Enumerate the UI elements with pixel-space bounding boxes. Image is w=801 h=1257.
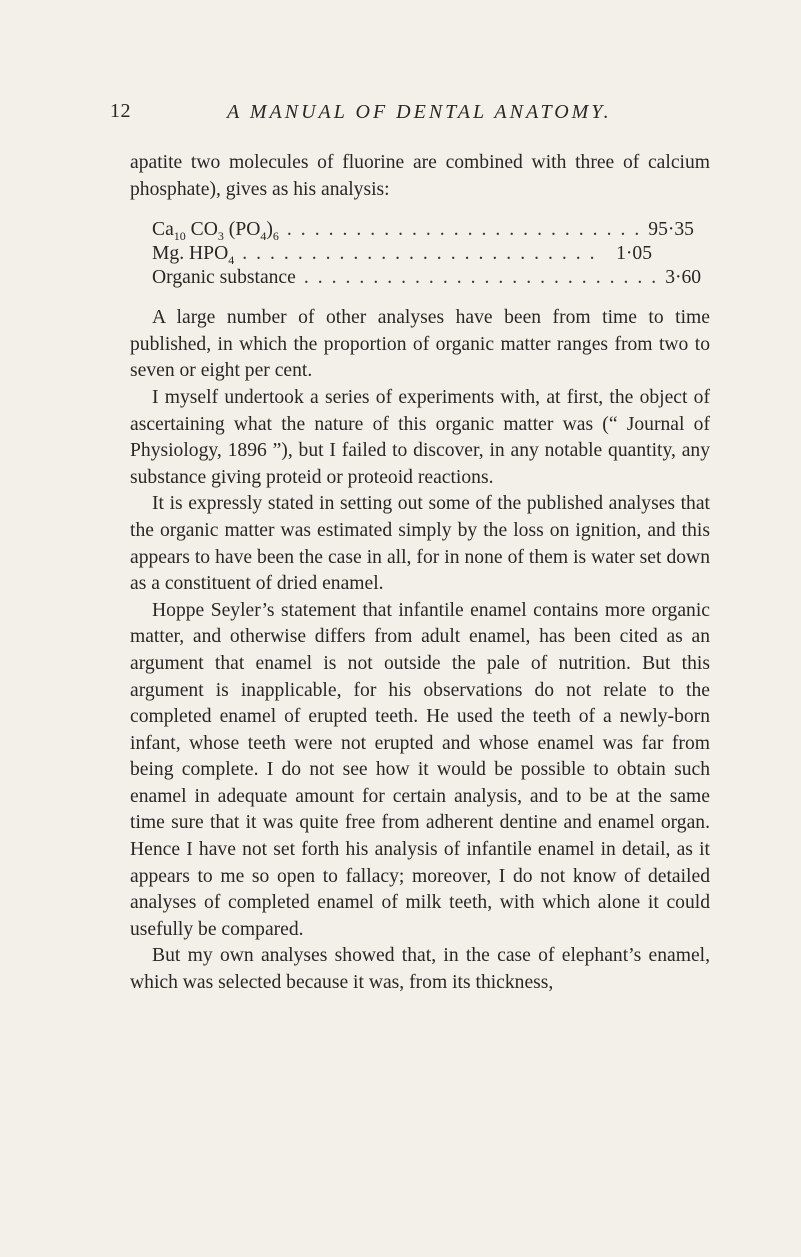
paragraph: But my own analyses showed that, in the case of elephant’s enamel, which was selected because it was, from its thickness, <box>130 945 710 994</box>
analysis-table <box>130 217 710 289</box>
paragraph: It is expressly stated in setting out some of the published analyses that the organic matter was estimated simply by the loss on ignition, and this appears to have been the case in all, for in none of them is water set down as a constituent of dried enamel. <box>130 493 710 595</box>
analysis-label: Mg. $HPO_4$ <box>152 243 235 268</box>
analysis-row-magnesium-phosphate <box>152 241 652 268</box>
analysis-value: 95·35 <box>648 219 694 241</box>
paragraph: A large number of other analyses have been from time to time published, in which the proportion of organic matter ranges from two to seven or eight per cent. <box>130 307 710 382</box>
analysis-label: Organic substance <box>152 267 296 289</box>
running-head <box>110 100 710 130</box>
analysis-label: $Ca_{10}$ $CO_3$ $(PO_4)_6$ <box>152 219 279 244</box>
paragraph: I myself undertook a series of experiments with, at first, the object of ascertaining what the nature of this organic matter was (“ Journal of Physiology, 1896 ”), but I failed to discover, in any notable quantity, any substance giving proteid or proteoid reactions. <box>130 386 710 488</box>
analysis-row-calcium-carbonate-phosphate <box>152 217 694 244</box>
analysis-value: 3·60 <box>665 267 702 289</box>
body-text <box>130 150 710 997</box>
dot-leader: .......................... <box>286 219 649 241</box>
dot-leader: .......................... <box>242 243 604 265</box>
analysis-value: 1·05 <box>616 243 652 265</box>
analysis-row-organic-substance <box>152 265 702 289</box>
dot-leader: .......................... <box>303 267 666 289</box>
paragraph: Hoppe Seyler’s statement that infantile enamel contains more organic matter, and otherwise differs from adult enamel, has been cited as an argument that enamel is not outside the pale of nutrition. But this argument is inapplicable, for his observations do not relate to the completed enamel of erupted teeth. He used the teeth of a newly-born infant, whose teeth were not erupted and whose enamel was far from being complete. I do not see how it would be possible to obtain such enamel in adequate amount for certain analysis, and to be at the same time sure that it was quite free from adherent dentine and enamel organ. Hence I have not set forth his analysis of infantile enamel in detail, as it appears to me so open to fallacy; moreover, I do not know of detailed analyses of completed enamel of milk teeth, with which alone it could usefully be compared. <box>130 599 710 940</box>
page-number: 12 <box>110 100 131 122</box>
paragraph-continued: apatite two molecules of fluorine are combined with three of calcium phosphate), gives as his analysis: <box>130 152 710 200</box>
running-title: A MANUAL OF DENTAL ANATOMY. <box>227 101 612 123</box>
